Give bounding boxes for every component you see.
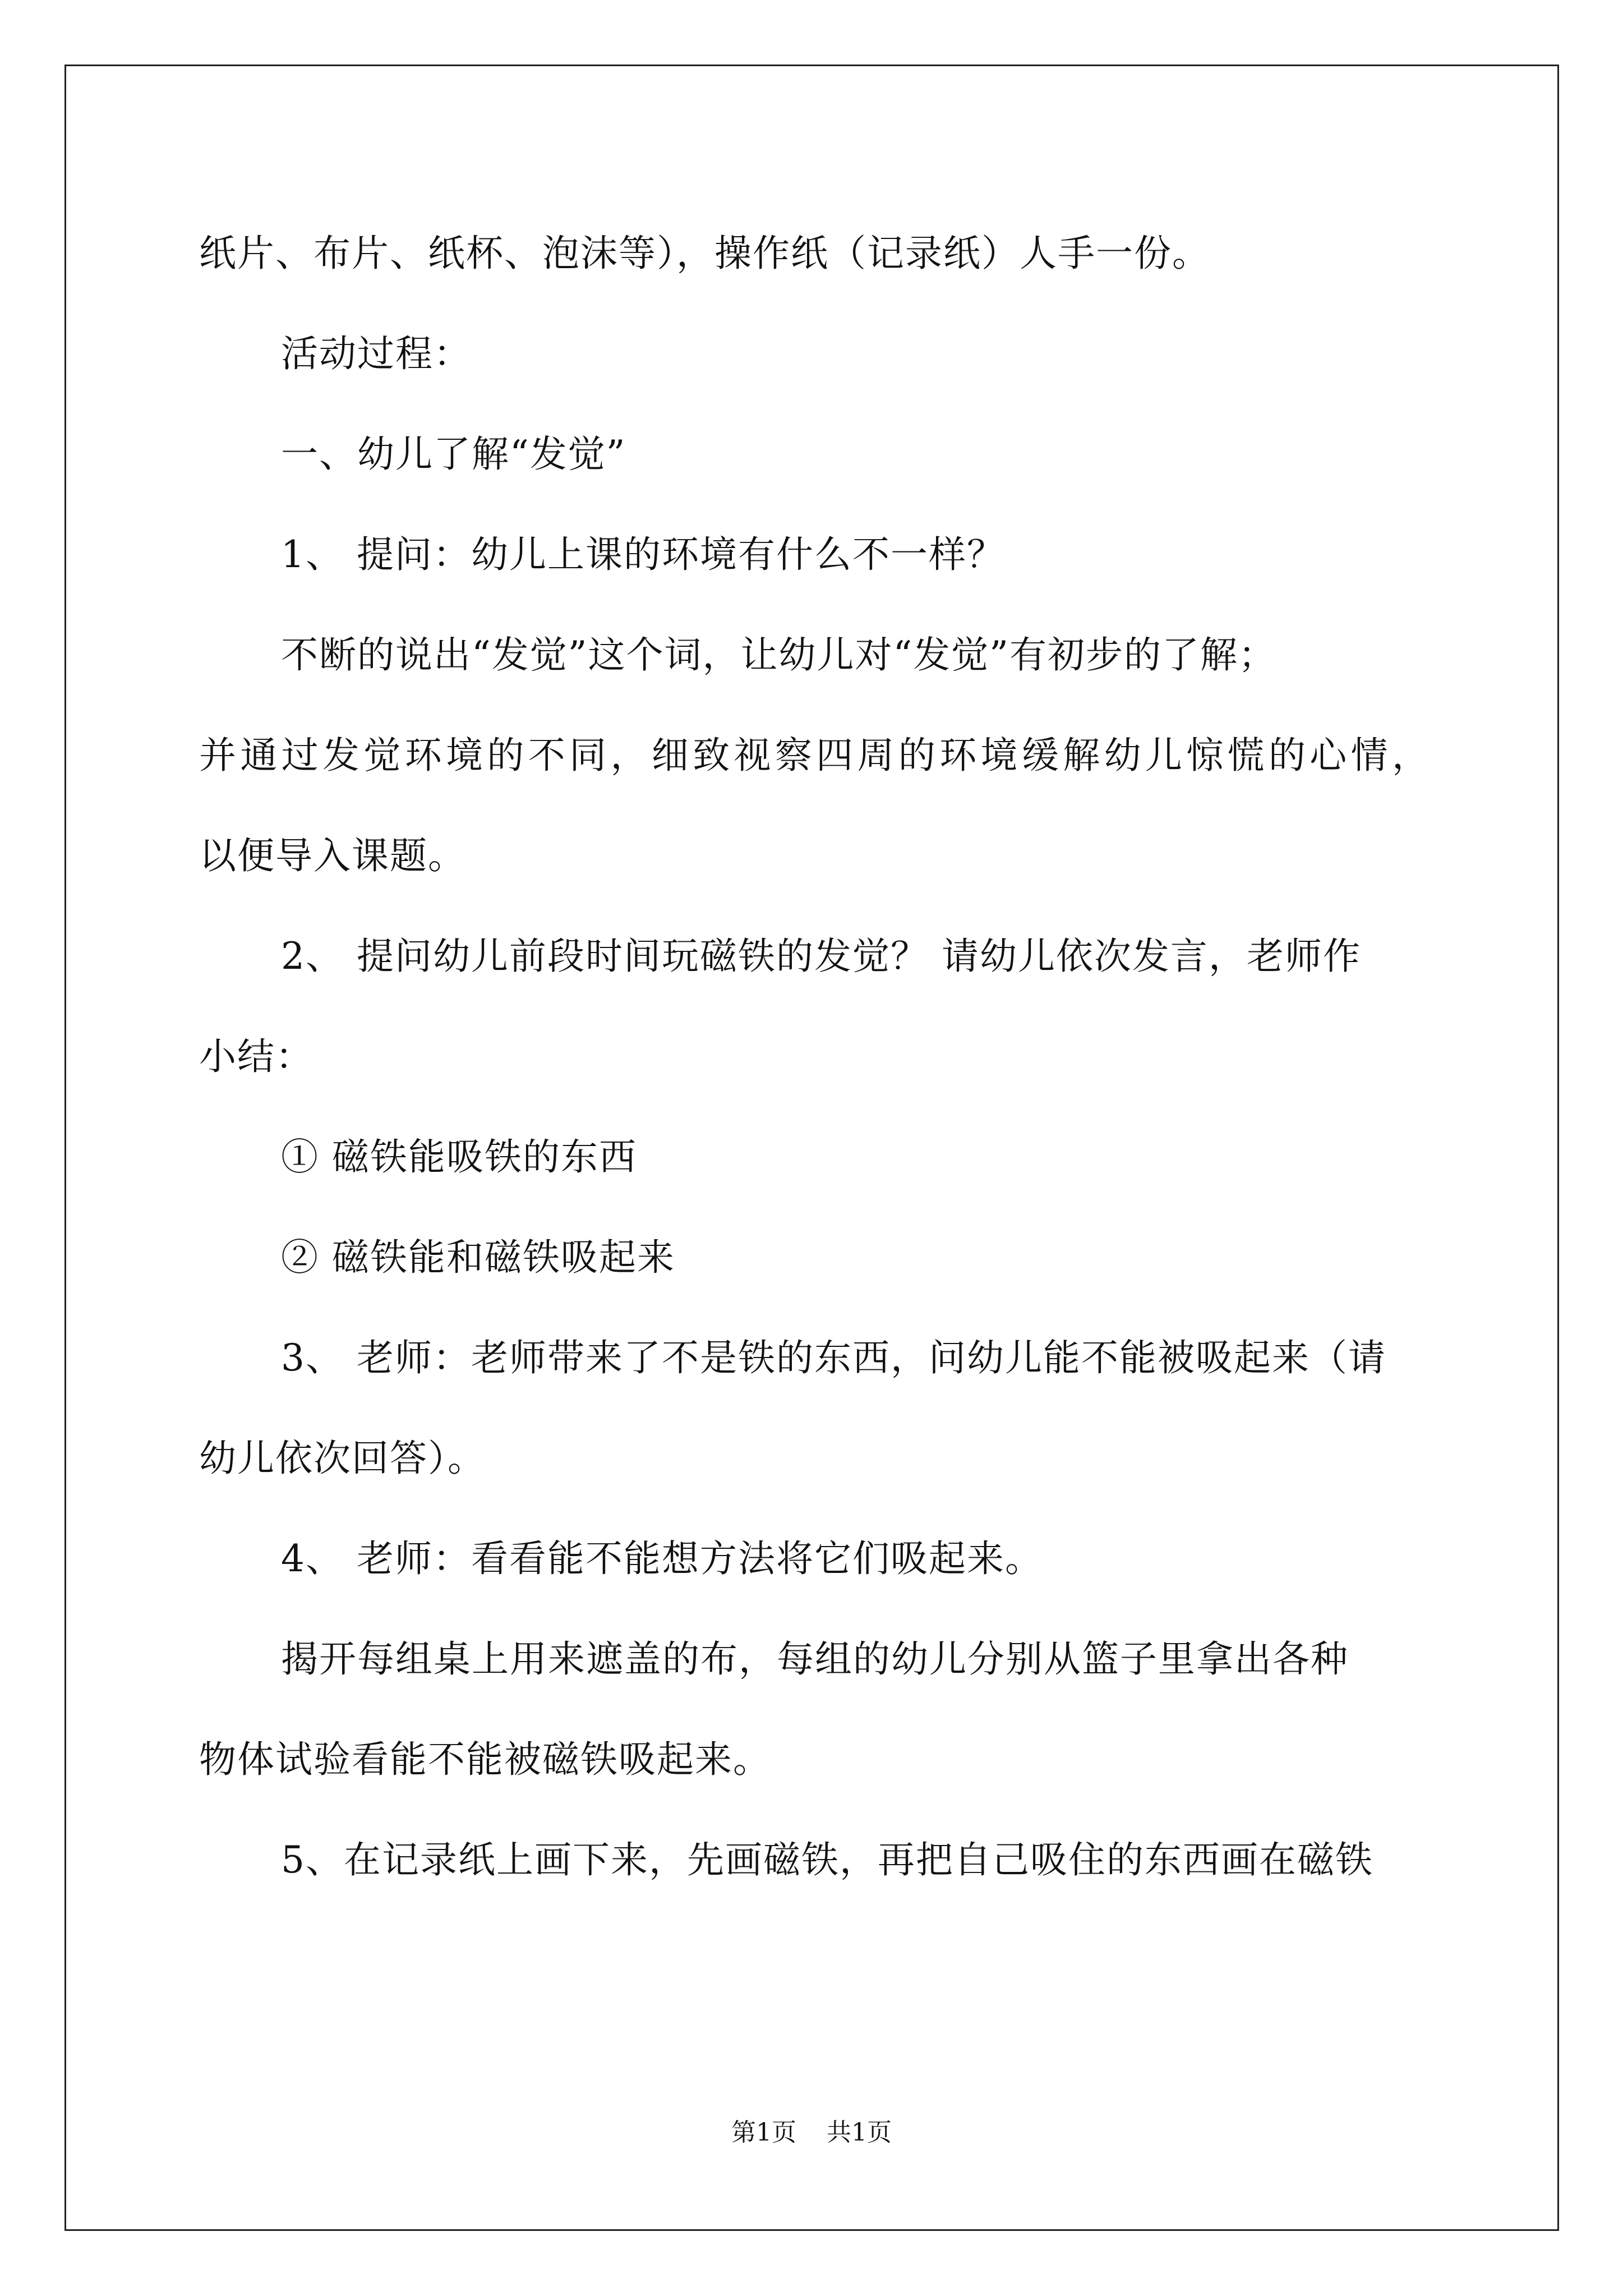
text-line-6: 并通过发觉环境的不同，细致视察四周的环境缓解幼儿惊慌的心情， bbox=[199, 734, 1430, 777]
section-heading-activity-process: 活动过程： bbox=[281, 332, 472, 375]
text-line-5: 不断的说出“发觉”这个词，让幼儿对“发觉”有初步的了解； bbox=[281, 633, 1276, 677]
page-number-current: 第1页 bbox=[731, 2118, 796, 2147]
text-line-16: 物体试验看能不能被磁铁吸起来。 bbox=[199, 1738, 771, 1781]
text-line-step-1: 1、 提问：幼儿上课的环境有什么不一样？ bbox=[281, 533, 1005, 576]
text-line-step-2: 2、 提问幼儿前段时间玩磁铁的发觉？ 请幼儿依次发言，老师作 bbox=[281, 935, 1361, 978]
text-line-15: 揭开每组桌上用来遮盖的布，每组的幼儿分别从篮子里拿出各种 bbox=[281, 1637, 1349, 1681]
text-line-9: 小结： bbox=[199, 1035, 313, 1078]
list-item-1: ① 磁铁能吸铁的东西 bbox=[281, 1135, 637, 1179]
page-number-total: 共1页 bbox=[827, 2118, 892, 2147]
text-line-step-3: 3、 老师：老师带来了不是铁的东西，问幼儿能不能被吸起来（请 bbox=[281, 1336, 1386, 1379]
text-line-7: 以便导入课题。 bbox=[199, 834, 466, 877]
text-line-1: 纸片、布片、纸杯、泡沫等），操作纸（记录纸）人手一份。 bbox=[199, 232, 1210, 275]
document-body bbox=[199, 0, 1430, 2296]
text-line-step-5: 5、在记录纸上画下来，先画磁铁，再把自己吸住的东西画在磁铁 bbox=[281, 1838, 1373, 1881]
text-line-step-4: 4、 老师：看看能不能想方法将它们吸起来。 bbox=[281, 1537, 1043, 1580]
page-footer bbox=[0, 2116, 1623, 2150]
section-heading-1: 一、幼儿了解“发觉” bbox=[281, 432, 626, 476]
list-item-2: ② 磁铁能和磁铁吸起来 bbox=[281, 1236, 675, 1279]
text-line-13: 幼儿依次回答）。 bbox=[199, 1437, 486, 1480]
